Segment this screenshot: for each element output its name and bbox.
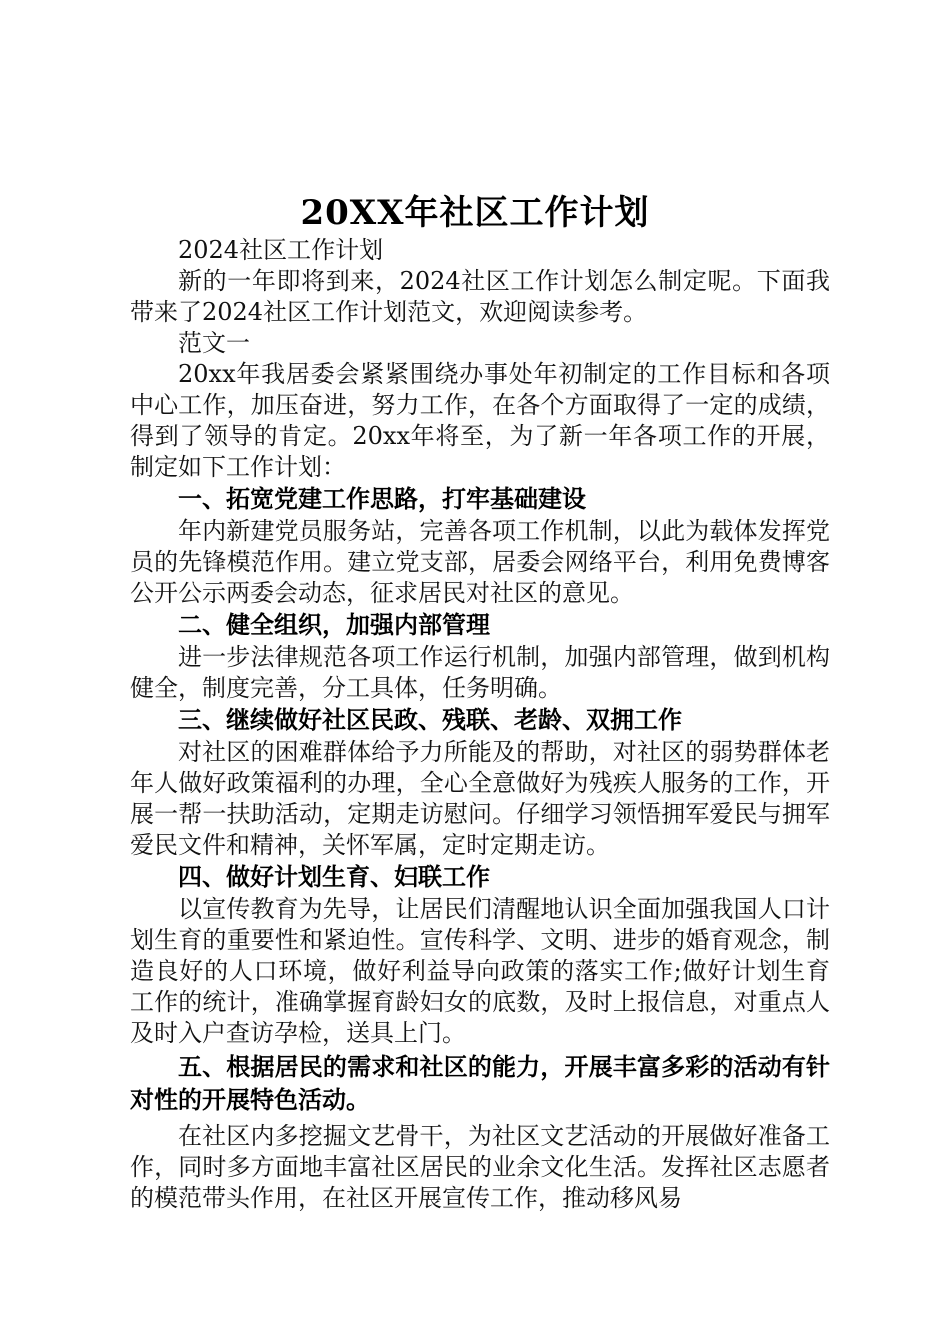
paragraph-section-1: 年内新建党员服务站，完善各项工作机制，以此为载体发挥党员的先锋模范作用。建立党支部，居委会网络平台，利用免费博客公开公示两委会动态，征求居民对社区的意见。 (130, 517, 830, 607)
section-heading-2: 二、健全组织，加强内部管理 (178, 611, 490, 639)
paragraph-sample-label: 范文一 (178, 329, 250, 357)
paragraph-section-3: 对社区的困难群体给予力所能及的帮助，对社区的弱势群体老年人做好政策福利的办理，全心全意做好为残疾人服务的工作，开展一帮一扶助活动，定期走访慰问。仔细学习领悟拥军爱民与拥军爱民文件和精神，关怀军属，定时定期走访。 (130, 738, 830, 859)
section-heading-1: 一、拓宽党建工作思路，打牢基础建设 (178, 485, 586, 513)
paragraph-section-5: 在社区内多挖掘文艺骨干，为社区文艺活动的开展做好准备工作，同时多方面地丰富社区居民的业余文化生活。发挥社区志愿者的模范带头作用，在社区开展宣传工作，推动移风易 (130, 1122, 830, 1212)
document-title: 20XX年社区工作计划 (300, 193, 650, 233)
document-body (130, 235, 830, 1214)
section-heading-3: 三、继续做好社区民政、残联、老龄、双拥工作 (178, 706, 682, 734)
section-heading-4: 四、做好计划生育、妇联工作 (178, 863, 490, 891)
paragraph-intro: 新的一年即将到来，2024社区工作计划怎么制定呢。下面我带来了2024社区工作计划范文，欢迎阅读参考。 (130, 267, 830, 326)
paragraph-subtitle: 2024社区工作计划 (178, 236, 384, 264)
section-heading-5: 五、根据居民的需求和社区的能力，开展丰富多彩的活动有针对性的开展特色活动。 (130, 1053, 830, 1114)
paragraph-section-4: 以宣传教育为先导，让居民们清醒地认识全面加强我国人口计划生育的重要性和紧迫性。宣传科学、文明、进步的婚育观念，制造良好的人口环境，做好利益导向政策的落实工作;做好计划生育工作的统计，准确掌握育龄妇女的底数，及时上报信息，对重点人及时入户查访孕检，送具上门。 (130, 895, 830, 1047)
paragraph-overview: 20xx年我居委会紧紧围绕办事处年初制定的工作目标和各项中心工作，加压奋进，努力工作，在各个方面取得了一定的成绩，得到了领导的肯定。20xx年将至，为了新一年各项工作的开展，制定如下工作计划： (130, 360, 830, 481)
paragraph-section-2: 进一步法律规范各项工作运行机制，加强内部管理，做到机构健全，制度完善，分工具体，任务明确。 (130, 643, 830, 702)
